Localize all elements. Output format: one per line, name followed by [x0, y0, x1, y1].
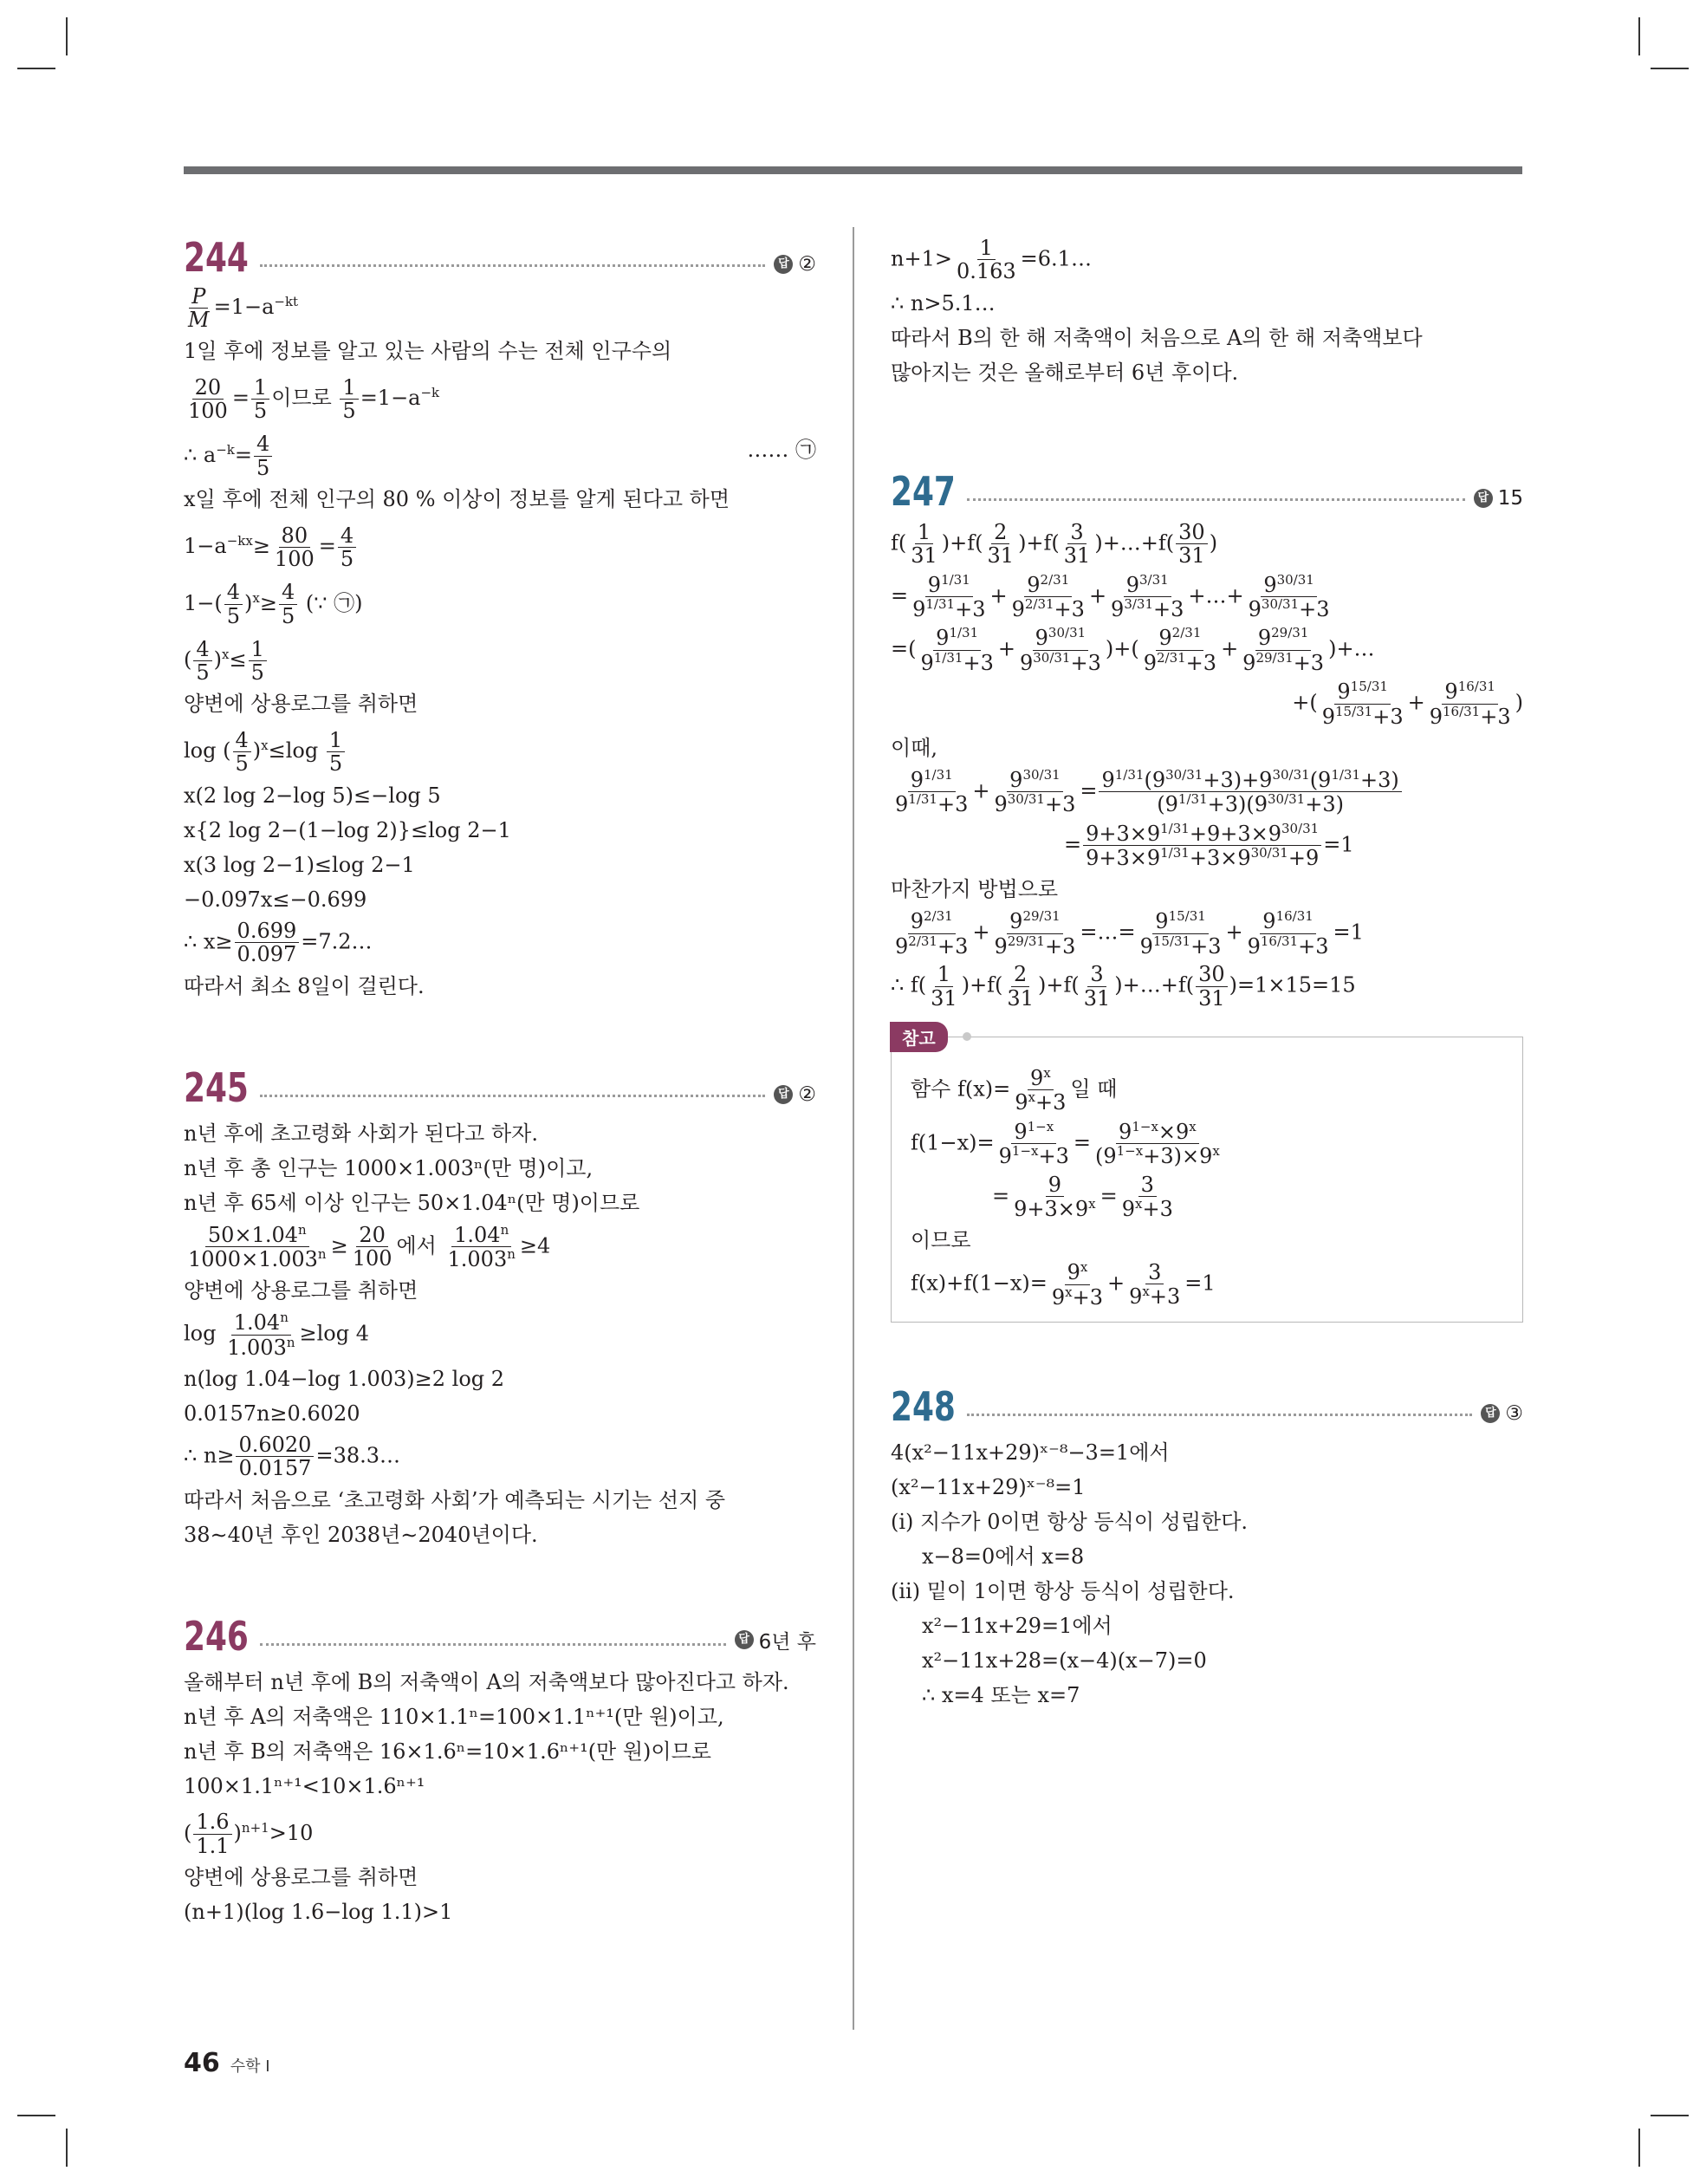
solution-line: (x²−11x+29)ˣ⁻⁸=1: [891, 1475, 1086, 1500]
reference-note: [891, 1028, 1523, 1323]
solution-line: $\frac{P}{M}$ $=1-a^{-kt}$: [188, 283, 299, 332]
solution-line: ∴ x≥ $\frac{0.699}{0.097}$ =7.2…: [184, 918, 373, 967]
answer-icon: 답: [735, 1630, 754, 1649]
answer-badge: 답 6년 후: [735, 1626, 816, 1654]
problem-246-continued: [891, 234, 1523, 390]
crop-mark: [17, 68, 55, 69]
problem-number: 245: [184, 1063, 249, 1111]
note-line: 이므로: [911, 1228, 971, 1253]
solution-line: x(2 log 2−log 5)≤−log 5: [184, 783, 441, 808]
subject-label: 수학 Ⅰ: [230, 2057, 270, 2076]
answer-badge: 답 ②: [774, 1083, 816, 1106]
answer-icon: 답: [774, 1085, 793, 1104]
solution-line: ( $\frac{1.6}{1.1}$ )$^{n+1}$>10: [184, 1810, 314, 1858]
answer-icon: 답: [1481, 1404, 1500, 1423]
solution-line: n년 후 B의 저축액은 16×1.6ⁿ=10×1.6ⁿ⁺¹(만 원)이므로: [184, 1739, 711, 1764]
crop-mark: [66, 2129, 68, 2167]
crop-mark: [1651, 68, 1689, 69]
column-divider: [853, 227, 854, 2030]
solution-line: ∴ $a^{-k}=$ $\frac{4}{5}$ …… ㉠: [184, 426, 816, 482]
solution-line: 0.0157n≥0.6020: [184, 1401, 360, 1427]
solution-line: log ( $\frac{4}{5}$ )$^x$≤log $\frac{1}{5}$: [184, 721, 816, 777]
solution-line: (ⅱ) 밑이 1이면 항상 등식이 성립한다.: [891, 1579, 1235, 1604]
solution-line: = $\frac{9+3\times 9^{1/31}+9+3\times 9^{30/31}}{9+3\times 9^{1/31}+3\times 9^{30/31}+9}$ =1: [1064, 820, 1354, 871]
note-dot: [963, 1032, 971, 1041]
solution-line: 따라서 최소 8일이 걸린다.: [184, 973, 425, 998]
header-rule: [184, 166, 1522, 174]
solution-line: (ⅰ) 지수가 0이면 항상 등식이 성립한다.: [891, 1510, 1249, 1535]
solution-line: +( $\frac{9^{15/31}}{9^{15/31}+3}$ + $\frac{9^{16/31}}{9^{16/31}+3}$ ): [1292, 679, 1523, 729]
solution-line: $1-a^{-kx}\ge$ $\frac{80}{100}$ = $\frac{4}{5}$: [184, 517, 816, 573]
solution-line: 양변에 상용로그를 취하면: [184, 692, 418, 717]
equation-tag: …… ㉠: [747, 437, 816, 462]
solution-line: x일 후에 전체 인구의 80 % 이상이 정보를 알게 된다고 하면: [184, 487, 730, 512]
solution-line: 이때,: [891, 735, 937, 760]
solution-line: n년 후 A의 저축액은 110×1.1ⁿ=100×1.1ⁿ⁺¹(만 원)이고,: [184, 1704, 724, 1729]
solution-line: 올해부터 n년 후에 B의 저축액이 A의 저축액보다 많아진다고 하자.: [184, 1669, 789, 1694]
problem-248-solution: [891, 1435, 1523, 1713]
leader-dots: [260, 264, 765, 267]
problem-number: 244: [184, 234, 249, 281]
solution-line: n+1> $\frac{1}{0.163}$ =6.1…: [891, 236, 1092, 284]
solution-line: f( $\frac{1}{31}$ )+f( $\frac{2}{31}$ )+f( $\frac{3}{31}$ )+…+f( $\frac{30}{31}$ ): [891, 519, 1218, 569]
solution-line: ∴ n≥ $\frac{0.6020}{0.0157}$ =38.3…: [184, 1433, 400, 1481]
note-line: 함수 f(x)= $\frac{9^x}{9^x+3}$ 일 때: [911, 1065, 1118, 1115]
solution-line: $\frac{9^{2/31}}{9^{2/31}+3}$ + $\frac{9^{29/31}}{9^{29/31}+3}$ =…= $\frac{9^{15/31}}{9^{15/31}+3}$ + $\frac{9^{16/31}}{9^{16/31}+3}$ =1: [895, 908, 1364, 959]
solution-line: = $\frac{9^{1/31}}{9^{1/31}+3}$ + $\frac{9^{2/31}}{9^{2/31}+3}$ + $\frac{9^{3/31}}{9^{3/31}+3}$ +…+ $\frac{9^{30/31}}{9^{30/31}+3}$: [891, 571, 1330, 621]
crop-mark: [1638, 2129, 1640, 2167]
solution-line: x−8=0에서 x=8: [922, 1544, 1085, 1570]
solution-line: −0.097x≤−0.699: [184, 887, 367, 912]
solution-line: ∴ n>5.1…: [891, 290, 996, 315]
solution-line: 38∼40년 후인 2038년∼2040년이다.: [184, 1522, 538, 1547]
leader-dots: [967, 498, 1465, 501]
solution-line: x(3 log 2−1)≤log 2−1: [184, 852, 415, 877]
answer-badge: 답 15: [1474, 487, 1523, 510]
solution-line: n(log 1.04−log 1.003)≥2 log 2: [184, 1367, 505, 1392]
right-column: [891, 234, 1523, 1713]
problem-247-solution: [891, 518, 1523, 1323]
solution-line: x²−11x+29=1에서: [922, 1614, 1112, 1639]
solution-line: 1−( $\frac{4}{5}$ )$^x$≥ $\frac{4}{5}$ (∵ ㉠): [184, 580, 363, 628]
page-footer: [184, 2048, 270, 2078]
answer-icon: 답: [1474, 489, 1493, 508]
problem-number: 248: [891, 1383, 956, 1431]
solution-line: x{2 log 2−(1−log 2)}≤log 2−1: [184, 817, 511, 842]
solution-line: 따라서 B의 한 해 저축액이 처음으로 A의 한 해 저축액보다: [891, 325, 1423, 350]
solution-line: 100×1.1ⁿ⁺¹<10×1.6ⁿ⁺¹: [184, 1773, 425, 1798]
solution-line: log $\frac{1.04^n}{1.003^n}$ ≥log 4: [184, 1310, 370, 1360]
leader-dots: [260, 1643, 726, 1646]
solution-line: n년 후 총 인구는 1000×1.003ⁿ(만 명)이고,: [184, 1155, 594, 1180]
solution-line: 많아지는 것은 올해로부터 6년 후이다.: [891, 360, 1239, 385]
problem-245-solution: [184, 1116, 816, 1552]
solution-line: n년 후 65세 이상 인구는 50×1.04ⁿ(만 명)이므로: [184, 1190, 640, 1215]
problem-number: 247: [891, 467, 956, 515]
crop-mark: [17, 2115, 55, 2116]
note-label: 참고: [890, 1022, 948, 1052]
solution-line: 양변에 상용로그를 취하면: [184, 1278, 418, 1303]
problem-246-header: [184, 1612, 816, 1660]
leader-dots: [967, 1414, 1472, 1416]
problem-247-header: [891, 467, 1523, 515]
solution-line: 양변에 상용로그를 취하면: [184, 1865, 418, 1890]
answer-icon: 답: [774, 255, 793, 274]
solution-line: $\frac{20}{100}$ = $\frac{1}{5}$ 이므로 $\frac{1}{5}$ $=1-a^{-k}$: [188, 375, 440, 424]
solution-line: 1일 후에 정보를 알고 있는 사람의 수는 전체 인구수의: [184, 339, 672, 364]
solution-line: $\frac{9^{1/31}}{9^{1/31}+3}$ + $\frac{9^{30/31}}{9^{30/31}+3}$ = $\frac{9^{1/31}(9^{30/31}+3)+9^{30/31}(9^{1/31}+3)}{(9^{1/31}+3)(9^{30/31}+3)}$: [891, 765, 1523, 819]
solution-line: 따라서 처음으로 ‘초고령화 사회’가 예측되는 시기는 선지 중: [184, 1487, 726, 1512]
problem-244-header: [184, 234, 816, 281]
solution-line: ∴ f( $\frac{1}{31}$ )+f( $\frac{2}{31}$ )+f( $\frac{3}{31}$ )+…+f( $\frac{30}{31}$ )=1×15=15: [891, 962, 1356, 1011]
left-column: [184, 234, 816, 1929]
problem-244-solution: [184, 277, 816, 1004]
leader-dots: [260, 1095, 765, 1097]
solution-line: $\frac{50\times 1.04^n}{1000\times 1.003^n}$ ≥ $\frac{20}{100}$ 에서 $\frac{1.04^n}{1.003^n}$ ≥4: [188, 1221, 551, 1271]
solution-line: =( $\frac{9^{1/31}}{9^{1/31}+3}$ + $\frac{9^{30/31}}{9^{30/31}+3}$ )+( $\frac{9^{2/31}}{9^{2/31}+3}$ + $\frac{9^{29/31}}{9^{29/31}+3}$ )+…: [891, 625, 1375, 675]
solution-line: ∴ x=4 또는 x=7: [922, 1683, 1080, 1708]
page-number: 46: [184, 2048, 220, 2078]
crop-mark: [1638, 17, 1640, 55]
solution-line: n년 후에 초고령화 사회가 된다고 하자.: [184, 1121, 538, 1146]
problem-number: 246: [184, 1612, 249, 1660]
solution-line: 4(x²−11x+29)ˣ⁻⁸−3=1에서: [891, 1440, 1170, 1466]
note-line: f(1−x)= $\frac{9^{1-x}}{9^{1-x}+3}$ = $\frac{9^{1-x}\times 9^x}{(9^{1-x}+3)\times 9^x}$: [911, 1118, 1220, 1169]
solution-line: 마찬가지 방법으로: [891, 877, 1059, 902]
crop-mark: [1651, 2115, 1689, 2116]
solution-line: (n+1)(log 1.6−log 1.1)>1: [184, 1900, 453, 1925]
note-line: f(x)+f(1−x)= $\frac{9^x}{9^x+3}$ + $\frac{3}{9^x+3}$ =1: [911, 1259, 1216, 1310]
note-line: = $\frac{9}{9+3\times 9^x}$ = $\frac{3}{9^x+3}$: [992, 1172, 1173, 1221]
crop-mark: [66, 17, 68, 55]
answer-badge: 답 ②: [774, 253, 816, 276]
answer-badge: 답 ③: [1481, 1402, 1523, 1425]
solution-line: x²−11x+28=(x−4)(x−7)=0: [922, 1648, 1207, 1674]
problem-245-header: [184, 1063, 816, 1111]
problem-248-header: [891, 1383, 1523, 1431]
problem-246-solution: [184, 1665, 816, 1929]
solution-line: ( $\frac{4}{5}$ )$^x$≤ $\frac{1}{5}$: [184, 630, 816, 686]
